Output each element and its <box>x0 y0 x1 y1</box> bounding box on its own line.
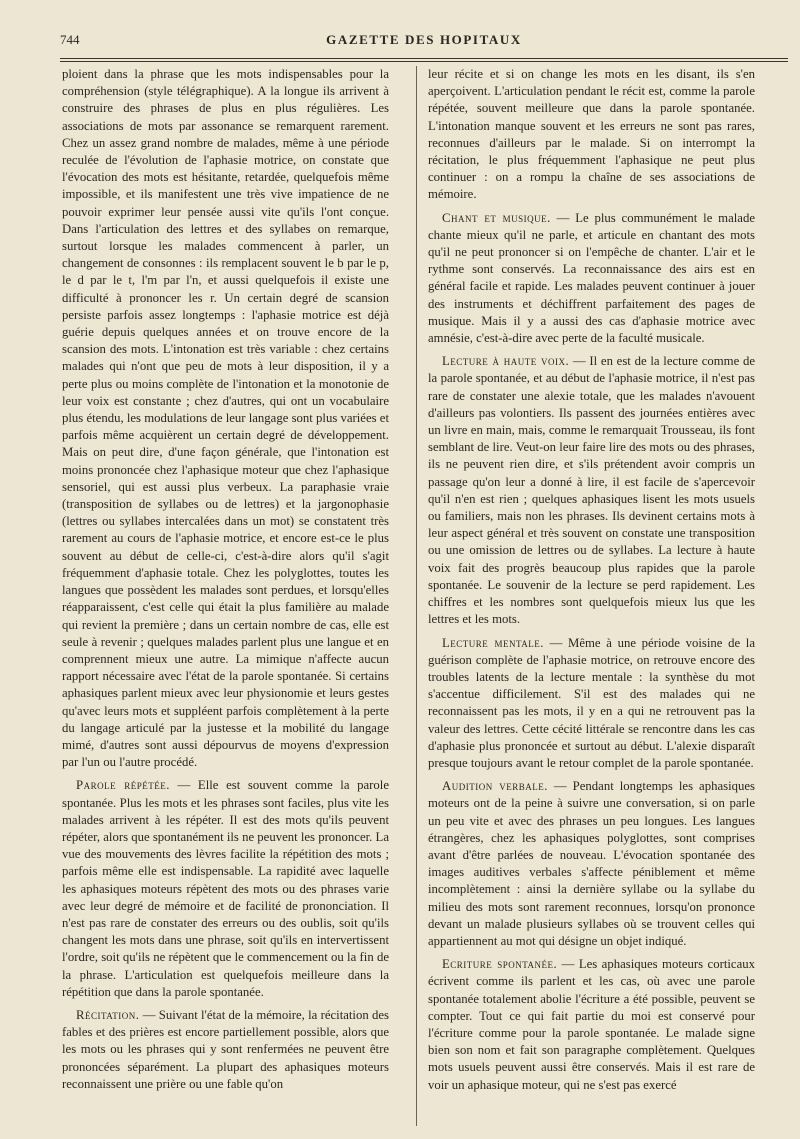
section-heading: Ecriture spontanée. <box>442 957 558 972</box>
paragraph <box>428 353 755 628</box>
journal-title: GAZETTE DES HOPITAUX <box>326 32 522 47</box>
paragraph-text: — Même à une période voisine de la guérison complète de l'aphasie motrice, on retrouve encore des troubles latents de la lecture mentale : la synthèse du mot s'accentue difficilement. S'il est des malades qui ne reconnaissent pas les mots, il y en a qui ne retrouvent pas la valeur des lettres. Cette cécité littérale se rencontre dans les cas d'aphasie plus prononcée et surtout au début. L'alexie disparaît presque toujours avant le retour complet de la parole spontanée. <box>428 635 755 770</box>
page-number: 744 <box>60 32 80 47</box>
paragraph <box>428 635 755 773</box>
left-column <box>62 66 389 1132</box>
paragraph-text: — Elle est souvent comme la parole spontanée. Plus les mots et les phrases sont faciles, plus vite les malades arrivent à les répéter. Il est des mots qu'ils peuvent répéter, alors que spontanément ils ne peuvent les prononcer. La vue des mouvements des lèvres facilite la répétition des mots ; parfois même elle est indispensable. La rapidité avec laquelle les aphasiques moteurs répètent des mots ou des phrases varie avec leur degré de mémoire et de facilité de prononciation. Il n'est pas rare de constater des erreurs ou des oublis, soit qu'ils changent les mots dans une phrase, soit qu'ils en intervertissent l'ordre, soit qu'ils ne répètent que le commencement ou la fin de la phrase. L'articulation est quelquefois meilleure dans la répétition que dans la parole spontanée. <box>62 778 389 999</box>
section-heading: Audition verbale. <box>442 779 548 794</box>
paragraph <box>428 210 755 348</box>
paragraph <box>62 777 389 1001</box>
paragraph-text: leur récite et si on change les mots en les disant, ils s'en aperçoivent. L'articulation pendant le récit est, comme la parole répétée, souvent meilleure que dans la parole spontanée. L'intonation manque souvent et les erreurs ne sont pas rares, reconnues d'ailleurs par le malade. Si on interrompt la récitation, le plus fréquemment l'aphasique ne peut plus continuer : on a rompu la chaîne de ses associations de mémoire. <box>428 67 755 202</box>
paragraph-text: — Le plus communément le malade chante mieux qu'il ne parle, et articule en chantant des mots qu'il ne peut prononcer si on l'empêche de chanter. L'air et le rythme sont conservés. La reconnaissance des airs est en général facile et rapide. Les malades peuvent continuer à jouer des instruments et déchiffrent parfaitement des pages de musique. Mais il y a aussi des cas d'aphasie motrice avec amnésie, c'est-à-dire avec perte de la faculté musicale. <box>428 210 755 346</box>
page-header <box>60 30 788 52</box>
header-rule <box>60 58 788 62</box>
section-heading: Chant et musique. <box>442 210 551 225</box>
section-heading: Parole répétée. <box>76 778 170 793</box>
paragraph <box>428 66 755 204</box>
section-heading: Récitation. <box>76 1007 140 1022</box>
section-heading: Lecture à haute voix. <box>442 354 570 369</box>
paragraph <box>428 778 755 950</box>
paragraph-text: — Il en est de la lecture comme de la parole spontanée, et au début de l'aphasie motrice, il n'est pas rare de constater une alexie totale, que les malades n'avouent d'ailleurs pas volontiers. Ils passent des journées entières avec un livre en main, mais, comme le remarquait Trousseau, ils font semblant de lire. Veut-on leur faire lire des mots ou des phrases, ils ne peuvent rien dire, et s'ils prétendent avoir compris un passage qu'on leur a donné à lire, il est facile de s'apercevoir qu'il n'en est rien ; quelques aphasiques lisent les mots usuels ou familiers, mais non les phrases. Ils devinent certains mots à leur aspect général et très souvent on constate une transposition ou une omission de lettres ou de syllabes. La lecture à haute voix fait des progrès beaucoup plus rapides que la parole spontanée. Le souvenir de la lecture se perd rapidement. Les chiffres et les nombres sont quelquefois mieux lus que les lettres et les mots. <box>428 354 755 627</box>
section-heading: Lecture mentale. <box>442 635 544 650</box>
right-column <box>428 66 755 1132</box>
paragraph-text: ploient dans la phrase que les mots indispensables pour la compréhension (style télégraphique). A la longue ils arrivent à construire des phrases de plus en plus régulières. Les associations de mots par assonance se remarquent rarement. Chez un assez grand nombre de malades, même à une période reculée de l'évolution de l'aphasie motrice, on constate que l'évocation des mots est hésitante, retardée, quelquefois même impossible, et ils manifestent une très vive impatience de ne pouvoir exprimer leur pensée aussi vite qu'ils l'ont conçue. Dans l'articulation des lettres et des syllabes on remarque, surtout lorsque les malades commencent à parler, un changement de consonnes : ils remplacent souvent le b par le p, le d par le t, l'm par l'n, et aussi quelquefois il existe une difficulté à prononcer les r. Un certain degré de scansion persiste parfois assez longtemps : l'aphasie motrice est déjà guérie depuis quelques années et on trouve encore de la scansion des mots. L'intonation est très variable : chez certains malades qui n'ont que peu de mots à leur disposition, il y a perte plus ou moins complète de l'intonation et la monotonie de leur voix est constante ; chez d'autres, qui ont un vocabulaire plus étendu, les modulations de leur langage sont plus variées et parfois même acquièrent un certain degré de développement. Mais on peut dire, d'une façon générale, que l'intonation est moins prononcée chez l'aphasique moteur que chez l'aphasique sensoriel, qui est aussi plus verbeux. La paraphasie vraie (transposition de syllabes ou de lettres) et la jargonophasie (lettres ou syllabes intercalées dans un mot) se constatent très rarement au cours de l'aphasie motrice, et encore est-ce le plus souvent au début de celle-ci, c'est-à-dire alors qu'il s'agit fréquemment d'aphasie totale. Chez les polyglottes, toutes les langues que possèdent les malades sont perdues, et lorsqu'elles réapparaissent, c'est celle qui était la plus familière au malade qui revient la première ; dans un certain nombre de cas, elle est seule à revenir ; quelques malades parlent plus une langue et en comprennent mieux une autre. La mimique n'affecte aucun rapport nécessaire avec l'état de la parole spontanée. Si certains aphasiques parlent mieux avec leur physionomie et leurs gestes qu'avec leurs mots et suppléent parfois complètement à la perte du langage articulé par la justesse et la mobilité du langage mimé, d'autres sont aussi dépourvus de moyens d'expression par l'un ou l'autre procédé. <box>62 67 389 770</box>
paragraph-text: — Les aphasiques moteurs corticaux écrivent comme ils parlent et les cas, où avec une parole spontanée totalement abolie l'écriture a été possible, peuvent se compter. Tout ce qui fait partie du moi est conservé pour l'écriture comme pour la parole spontanée. Le malade signe bien son nom et fait son paragraphe complètement. Quelques mots usuels peuvent aussi être conservés. Mais il est rare de voir un aphasique moteur, qui ne s'est pas exercé <box>428 957 755 1092</box>
paragraph-text: — Pendant longtemps les aphasiques moteurs ont de la peine à suivre une conversation, si on parle un peu vite et avec des phrases un peu longues. Les langues étrangères, chez les aphasiques polyglottes, sont comprises avant d'être parlées de nouveau. L'évocation spontanée des images auditives verbales s'affecte péniblement et même incomplètement : ainsi la dernière syllabe ou la syllabe du milieu des mots sont rarement reconnues, lorsqu'on prononce devant un malade plusieurs syllabes où se trouvent celles qui appartiennent au mot qui désigne un objet indiqué. <box>428 779 755 948</box>
paragraph <box>428 956 755 1094</box>
paragraph-text: — Suivant l'état de la mémoire, la récitation des fables et des prières est encore partiellement possible, alors que les mots ou les phrases qui y sont renfermées ne peuvent être prononcées séparément. La plupart des aphasiques moteurs reconnaissent une prière ou une fable qu'on <box>62 1007 389 1091</box>
paragraph <box>62 1007 389 1093</box>
column-divider <box>416 66 417 1126</box>
paragraph <box>62 66 389 771</box>
